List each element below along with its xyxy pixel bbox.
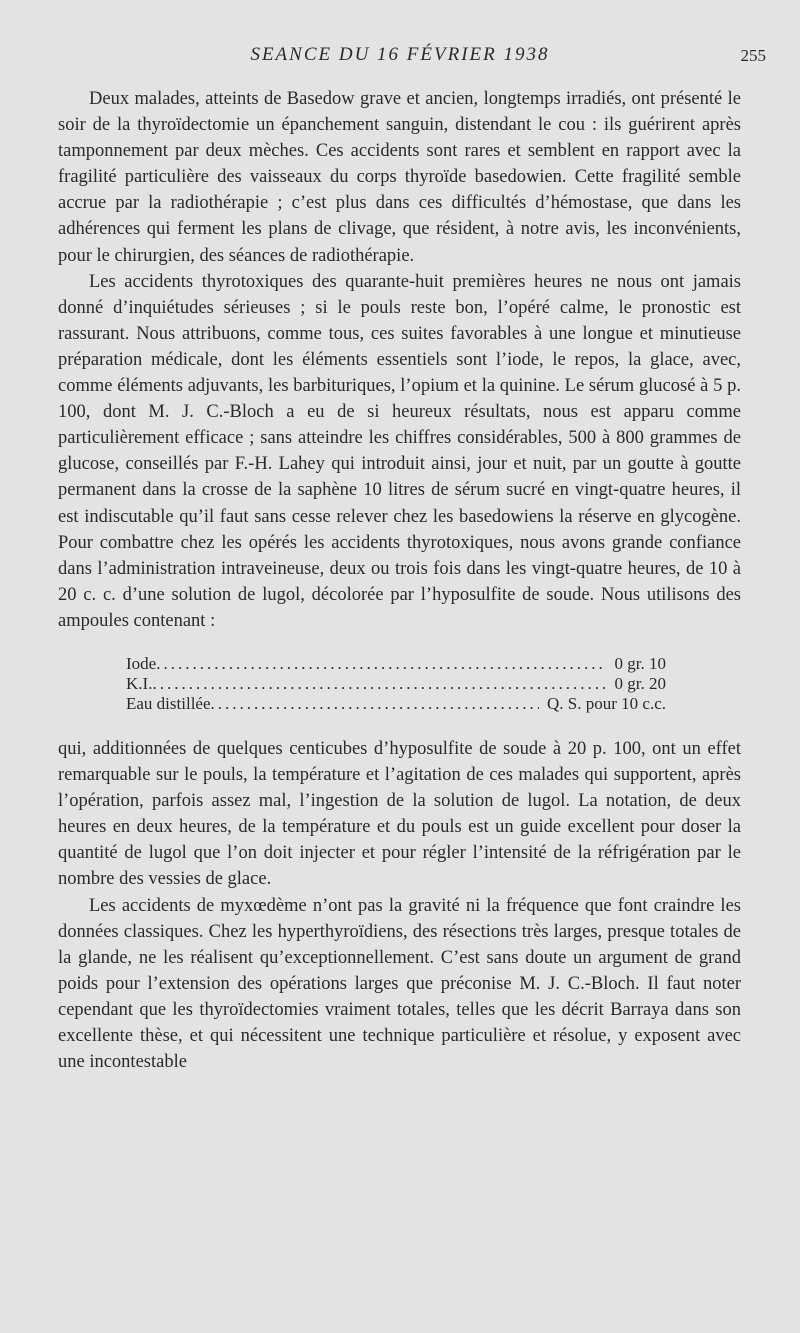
paragraph: Les accidents thyrotoxiques des quarante-huit premières heures ne nous ont jamais donné d’inquiétudes sérieuses ; si le pouls reste bon, l’opéré calme, le pronostic est rassurant. Nous attribuons, comme tous, ces suites favorables à une longue et minutieuse préparation médicale, dont les éléments essentiels sont l’iode, le repos, la glace, avec, comme éléments adjuvants, les barbituriques, l’opium et la quinine. Le sérum glucosé à 5 p. 100, dont M. J. C.-Bloch a eu de si heureux résultats, nous est apparu comme particulièrement efficace ; sans atteindre les chiffres considérables, 500 à 800 grammes de glucose, conseillés par F.-H. Lahey qui introduit ainsi, jour et nuit, par un goutte à goutte permanent dans la crosse de la saphène 10 litres de sérum sucré en vingt-quatre heures, il est indiscutable qu’il faut sans cesse relever chez les basedowiens la réserve en glycogène. Pour combattre chez les opérés les accidents thyrotoxiques, nous avons grande confiance dans l’administration intraveineuse, deux ou trois fois dans les vingt-quatre heures, de 10 à 20 c. c. d’une solution de lugol, décolorée par l’hyposulfite de soude. Nous utilisons des ampoules contenant :	[58, 271, 741, 631]
formula-row	[126, 654, 666, 674]
ingredient-quantity: Q. S. pour 10 c.c.	[547, 693, 666, 713]
formula-list	[126, 654, 666, 714]
paragraph: Les accidents de myxœdème n’ont pas la gravité ni la fréquence que font craindre les données classiques. Chez les hyperthyroïdiens, des résections très larges, presque totales de la glande, ne les réalisent qu’exceptionnellement. C’est sans doute un argument de grand poids pour l’extension des opérations larges que préconise M. J. C.-Bloch. Il faut noter cependant que les thyroïdectomies vraiment totales, telles que les décrit Barraya dans son excellente thèse, et qui nécessitent une technique particulière et résolue, y exposent avec une incontestable	[58, 895, 741, 1073]
ingredient-quantity: 0 gr. 20	[614, 673, 666, 693]
page-number: 255	[740, 46, 766, 65]
ingredient-name: K.I.	[126, 673, 153, 693]
paragraph: Deux malades, atteints de Basedow grave et ancien, longtemps irradiés, ont présenté le soir de la thyroïdectomie un épanchement sanguin, distendant le cou : ils guérirent après tamponnement par deux mèches. Ces accidents sont rares et semblent en rapport avec la fragilité particulière des vaisseaux du corps thyroïde basedowien. Cette fragilité semble accrue par la radiothérapie ; c’est plus dans ces difficultés d’hémostase, que dans les adhérences qui ferment les plans de clivage, que résident, à notre avis, les inconvénients, pour le chirurgien, des séances de radiothérapie.	[58, 89, 741, 266]
ingredient-name: Eau distillée	[126, 693, 211, 713]
dot-leader	[152, 674, 606, 694]
paragraph: qui, additionnées de quelques centicubes d’hyposulfite de soude à 20 p. 100, ont un effet remarquable sur le pouls, la température et l’agitation de ces malades qui supportent, après l’opération, parfois assez mal, l’ingestion de la solution de lugol. La notation, de deux heures en deux heures, de la température et du pouls est un guide excellent pour doser la quantité de lugol que l’on doit injecter et pour régler l’intensité de la réfrigération par le nombre des vessies de glace.	[58, 738, 741, 890]
body-text	[58, 86, 741, 1075]
ingredient-quantity: 0 gr. 10	[614, 653, 666, 673]
ingredient-name: Iode	[126, 653, 157, 673]
dot-leader	[156, 654, 606, 674]
formula-row	[126, 694, 666, 714]
running-title: SEANCE DU 16 FÉVRIER 1938	[250, 44, 550, 65]
dot-leader	[211, 694, 540, 714]
page-header	[0, 44, 800, 72]
formula-row	[126, 674, 666, 694]
